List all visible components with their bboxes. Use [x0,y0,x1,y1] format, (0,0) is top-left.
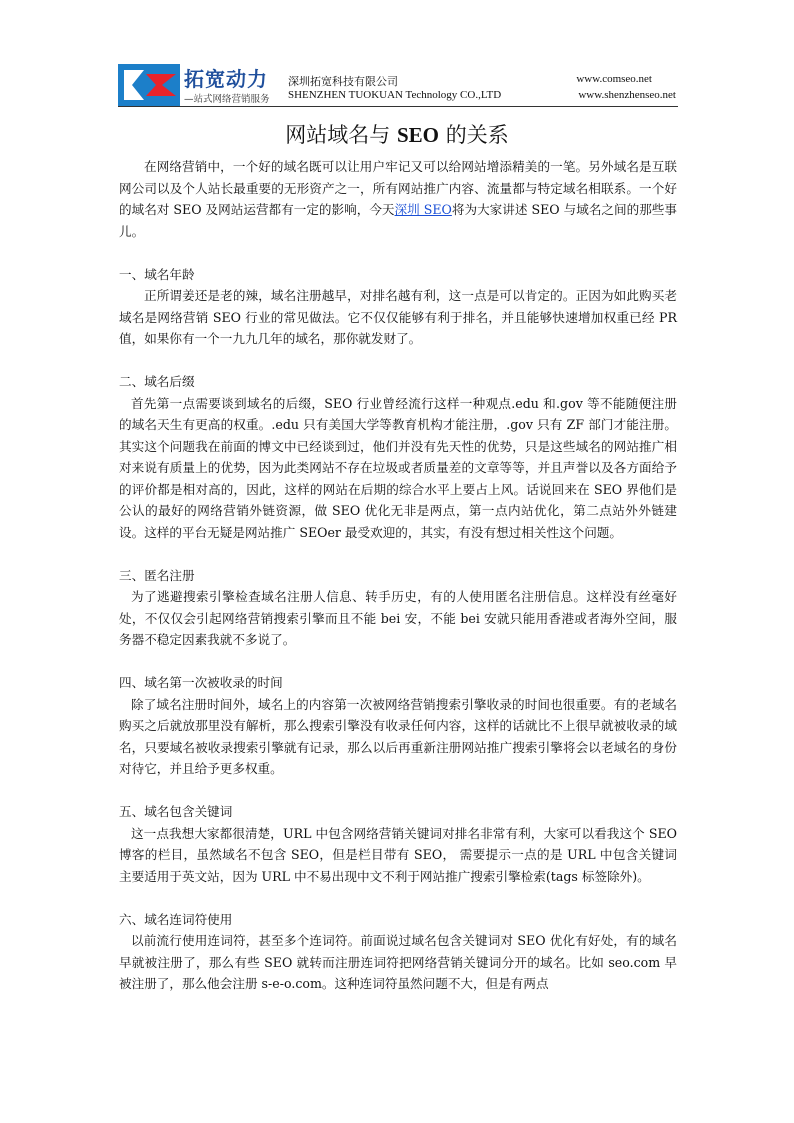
page-header [118,62,678,110]
section-body: 为了逃避搜索引擎检查域名注册人信息、转手历史，有的人使用匿名注册信息。这样没有丝毫好处，不仅仅会引起网络营销搜索引擎而且不能 bei 安，不能 bei 安就只能用香港或者海外空间，服务器不稳定因素我就不多说了。 [119,589,677,647]
website-url-2: www.shenzhenseo.net [578,89,676,101]
section-body: 除了域名注册时间外，域名上的内容第一次被网络营销搜索引擎收录的时间也很重要。有的老域名购买之后就放那里没有解析，那么搜索引擎没有收录任何内容，这样的话就比不上很早就被收录的域名，只要域名被收录搜索引擎就有记录，那么以后再重新注册网站推广搜索引擎将会以老域名的身份对待它，并且给予更多权重。 [119,696,677,776]
title-post: 的关系 [439,123,509,147]
section-body: 这一点我想大家都很清楚，URL 中包含网络营销关键词对排名非常有利，大家可以看我这个 SEO 博客的栏目，虽然域名不包含 SEO，但是栏目带有 SEO， 需要提示一点的是 URL 中包含关键词主要适用于英文站，因为 URL 中不易出现中文不利于网站推广搜索引擎检索(tags 标签除外)。 [119,825,677,884]
section-body: 正所谓姜还是老的辣，域名注册越早，对排名越有利，这一点是可以肯定的。正因为如此购买老域名是网络营销 SEO 行业的常见做法。它不仅仅能够有利于排名，并且能够快速增加权重已经 PR 值，如果你有一个一九九几年的域名，那你就发财了。 [119,288,677,346]
intro-paragraph [119,156,677,242]
website-url-1: www.comseo.net [576,73,652,85]
header-divider [118,106,678,107]
section-heading: 一、域名年龄 [119,266,195,282]
section-body: 首先第一点需要谈到域名的后缀，SEO 行业曾经流行这样一种观点.edu 和.gov 等不能随便注册的域名天生有更高的权重。.edu 只有美国大学等教育机构才能注册，.gov 只有 ZF 部门才能注册。其实这个问题我在前面的博文中已经谈到过，他们并没有先天性的优势，只是这些域名的网站推广相对来说有质量上的优势，因为此类网站不存在垃圾或者质量差的文章等等，并且声誉以及各方面给予的评价都是相对高的，因此，这样的网站在后期的综合水平上要占上风。话说回来在 SEO 界他们是公认的最好的网络营销外链资源，做 SEO 优化无非是两点，第一点内站优化，第二点站外外链建设。这样的平台无疑是网站推广 SEOer 最受欢迎的，其实，有没有想过相关性这个问题。 [119,395,677,540]
section-body: 以前流行使用连词符，甚至多个连词符。前面说过域名包含关键词对 SEO 优化有好处，有的域名早就被注册了，那么有些 SEO 就转而注册连词符把网络营销关键词分开的域名。比如 seo.com 早被注册了，那么他会注册 s-e-o.com。这种连词符虽然问题不大，但是有两点 [119,933,677,991]
intro-text-2: 将为大家讲述 SEO 与域名之间的那些事儿。 [119,202,677,239]
section-heading: 六、域名连词符使用 [119,911,233,927]
document-body [119,156,677,995]
title-pre: 网站域名与 [285,123,397,147]
intro-text-1: 在网络营销中，一个好的域名既可以让用户牢记又可以给网站增添精美的一笔。另外域名是互联网公司以及个人站长最重要的无形资产之一，所有网站推广内容、流量都与特定域名相联系。一个好的域名对 SEO 及网站运营都有一定的影响，今天 [119,159,677,217]
section-heading: 五、域名包含关键词 [119,804,233,819]
document-title [0,119,794,149]
company-name-en: SHENZHEN TUOKUAN Technology CO.,LTD [288,89,502,101]
section-heading: 三、匿名注册 [119,567,195,583]
section-heading: 二、域名后缀 [119,374,195,389]
company-name-cn: 深圳拓宽科技有限公司 [288,75,398,88]
logo-tagline: —站式网络营销服务 [184,94,270,105]
section-heading: 四、域名第一次被收录的时间 [119,675,283,690]
title-bold: SEO [396,123,440,147]
company-logo [118,62,280,107]
logo-mark-icon [118,64,180,106]
shenzhen-seo-link[interactable]: 深圳 SEO [394,202,452,217]
logo-name: 拓宽动力 [184,67,268,91]
